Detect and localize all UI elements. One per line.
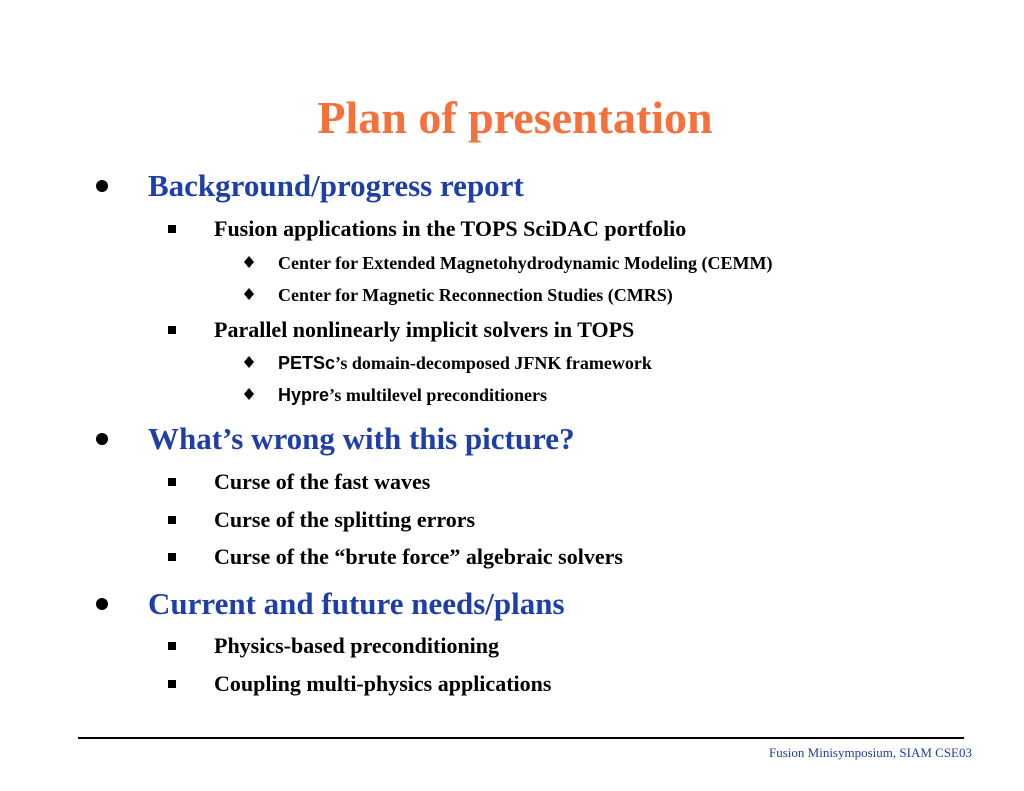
software-name-petsc: PETSc — [278, 353, 336, 373]
square-bullet-icon — [168, 516, 176, 524]
square-bullet-icon — [168, 478, 176, 486]
item-label: Curse of the fast waves — [214, 469, 431, 494]
subitem-label: ’s multilevel preconditioners — [329, 385, 548, 405]
square-bullet-icon — [168, 553, 176, 561]
slide-title: Plan of presentation — [317, 92, 713, 143]
item-label: Curse of the “brute force” algebraic solvers — [214, 544, 623, 569]
footer-divider — [78, 737, 964, 739]
footer-text: Fusion Minisymposium, SIAM CSE03 — [769, 745, 972, 760]
diamond-bullet-icon — [243, 355, 255, 369]
section-label: What’s wrong with this picture? — [148, 421, 575, 456]
diamond-bullet-icon — [243, 255, 255, 269]
square-bullet-icon — [168, 642, 176, 650]
subitem-label: Center for Magnetic Reconnection Studies (CMRS) — [278, 285, 673, 305]
square-bullet-icon — [168, 225, 176, 233]
subitem-text — [278, 382, 547, 408]
section-label: Current and future needs/plans — [148, 586, 565, 621]
round-bullet-icon — [96, 598, 108, 610]
square-bullet-icon — [168, 680, 176, 688]
item-label: Coupling multi-physics applications — [214, 671, 552, 696]
subitem-text — [278, 350, 652, 376]
round-bullet-icon — [96, 433, 108, 445]
round-bullet-icon — [96, 180, 108, 192]
section-label: Background/progress report — [148, 168, 524, 203]
diamond-bullet-icon — [243, 387, 255, 401]
item-label: Physics-based preconditioning — [214, 633, 500, 658]
software-name-hypre: Hypre — [278, 385, 330, 405]
subitem-label: Center for Extended Magnetohydrodynamic Modeling (CEMM) — [278, 253, 773, 273]
square-bullet-icon — [168, 326, 176, 334]
item-label: Parallel nonlinearly implicit solvers in TOPS — [214, 317, 635, 342]
diamond-bullet-icon — [243, 287, 255, 301]
item-label: Curse of the splitting errors — [214, 507, 476, 532]
subitem-label: ’s domain-decomposed JFNK framework — [335, 353, 652, 373]
item-label: Fusion applications in the TOPS SciDAC portfolio — [214, 216, 687, 241]
